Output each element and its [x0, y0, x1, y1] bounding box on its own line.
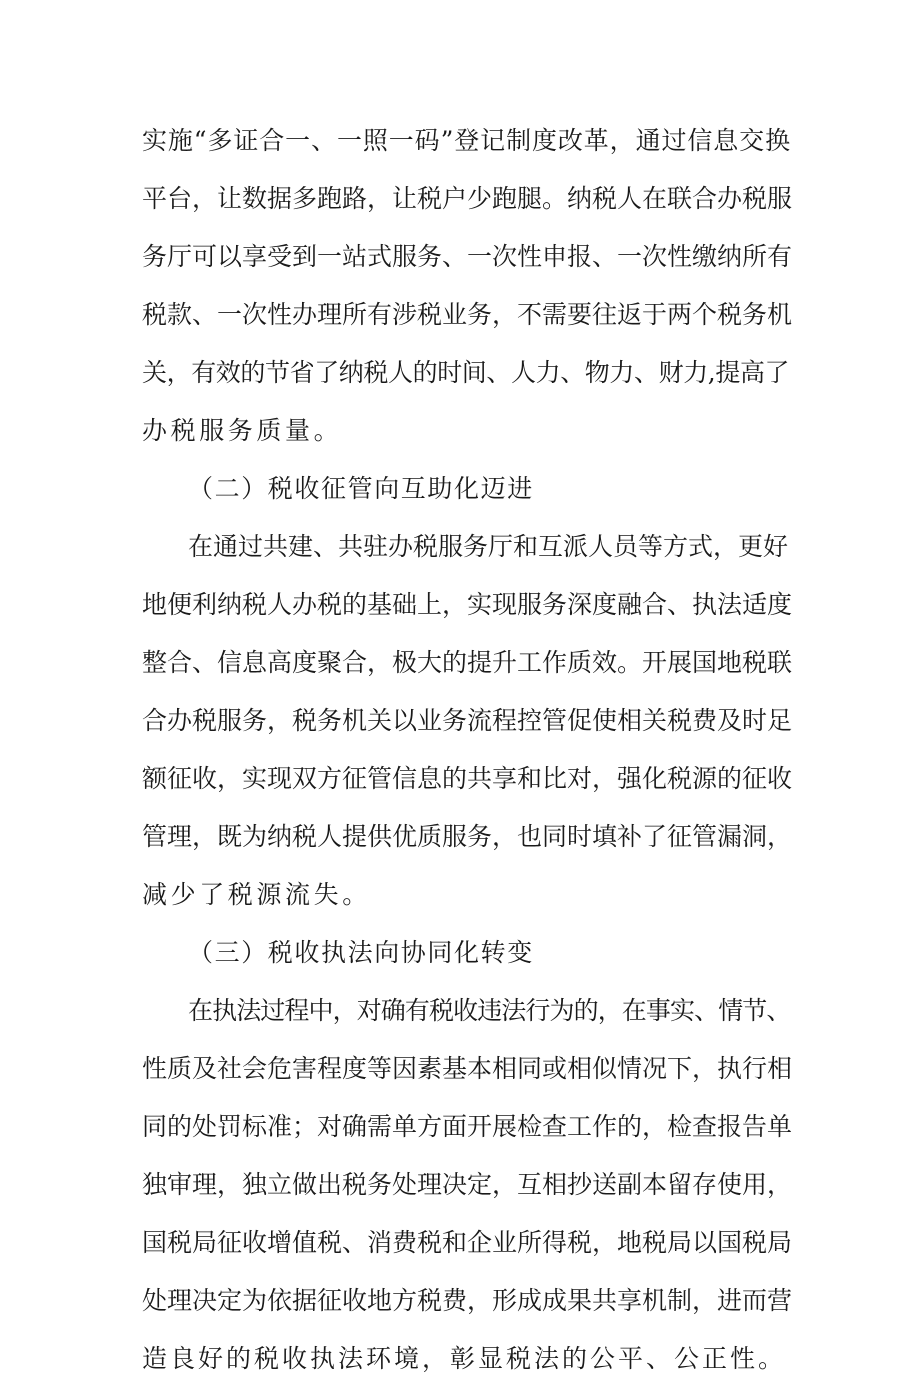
text-line: 在执法过程中，对确有税收违法行为的，在事实、情节、 — [188, 996, 791, 1025]
text-line: 合办税服务，税务机关以业务流程控管促使相关税费及时足 — [142, 706, 793, 735]
text-line: 性质及社会危害程度等因素基本相同或相似情况下，执行相 — [142, 1054, 793, 1083]
text-line: 同的处罚标准；对确需单方面开展检查工作的，检查报告单 — [142, 1112, 793, 1141]
text-line: 在通过共建、共驻办税服务厅和互派人员等方式，更好 — [188, 532, 789, 561]
section-heading-2: （二）税收征管向互助化迈进 — [188, 474, 534, 503]
text-line: 办税服务质量。 — [142, 416, 343, 445]
text-line: 税款、一次性办理所有涉税业务，不需要往返于两个税务机 — [142, 300, 793, 329]
text-line: 平台，让数据多跑路，让税户少跑腿。纳税人在联合办税服 — [142, 184, 793, 213]
text-line: 实施“多证合一、一照一码”登记制度改革，通过信息交换 — [142, 126, 791, 155]
text-line: 务厅可以享受到一站式服务、一次性申报、一次性缴纳所有 — [142, 242, 793, 271]
document-body — [142, 112, 792, 1388]
text-line: 国税局征收增值税、消费税和企业所得税，地税局以国税局 — [142, 1228, 793, 1257]
text-line: 减少了税源流失。 — [142, 880, 371, 909]
section-heading-3: （三）税收执法向协同化转变 — [188, 938, 534, 967]
text-line: 整合、信息高度聚合，极大的提升工作质效。开展国地税联 — [142, 648, 793, 677]
text-line: 关，有效的节省了纳税人的时间、人力、物力、财力,提高了 — [142, 358, 790, 387]
text-line: 造良好的税收执法环境，彰显税法的公平、公正性。 — [142, 1344, 787, 1373]
text-line: 额征收，实现双方征管信息的共享和比对，强化税源的征收 — [142, 764, 793, 793]
text-line: 处理决定为依据征收地方税费，形成成果共享机制，进而营 — [142, 1286, 793, 1315]
text-line: 地便利纳税人办税的基础上，实现服务深度融合、执法适度 — [142, 590, 793, 619]
text-line: 独审理，独立做出税务处理决定，互相抄送副本留存使用， — [142, 1170, 793, 1199]
text-line: 管理，既为纳税人提供优质服务，也同时填补了征管漏洞， — [142, 822, 793, 851]
